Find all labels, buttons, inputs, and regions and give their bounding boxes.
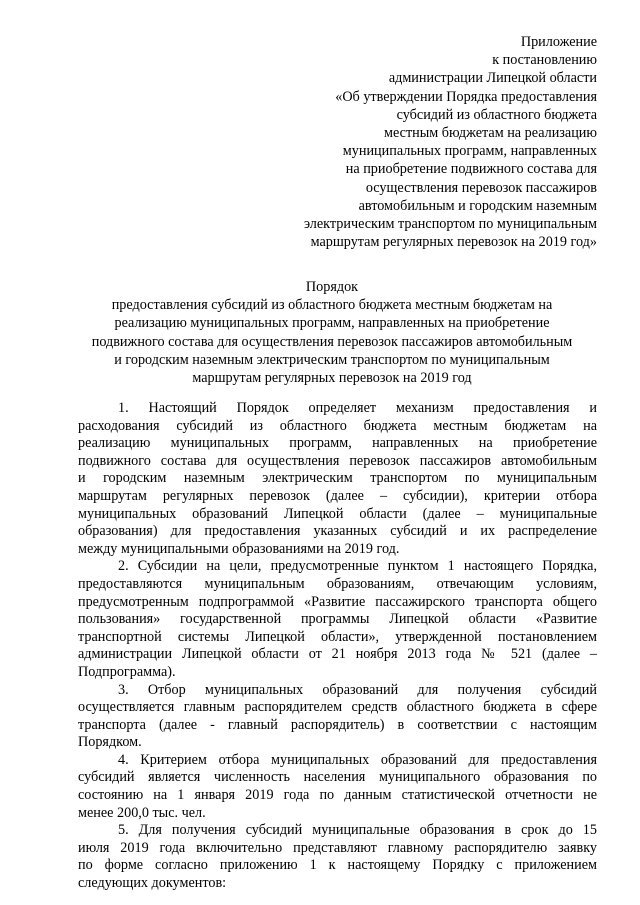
appendix-line: автомобильным и городским наземным	[358, 197, 597, 214]
appendix-line: администрации Липецкой области	[388, 70, 597, 87]
paragraph-line: реализацию муниципальных программ, направленных на приобретение	[78, 435, 597, 452]
appendix-line: осуществления перевозок пассажиров	[365, 179, 597, 196]
title-line: предоставления субсидий из областного бюджета местным бюджетам на	[111, 297, 553, 314]
appendix-line: Приложение	[520, 34, 597, 50]
appendix-header	[257, 33, 597, 251]
paragraph-line: транспорта (далее - главный распорядитель) в соответствии с настоящим	[78, 716, 597, 733]
paragraph-line: осуществляется главным распорядителем средств областного бюджета в сфере	[78, 699, 597, 716]
paragraph-5	[78, 822, 597, 892]
paragraph-line: июля 2019 года включительно представляют главному распорядителю заявку	[78, 839, 597, 856]
paragraph-1	[78, 400, 597, 558]
title-line: маршрутам регулярных перевозок на 2019 год	[192, 370, 472, 387]
document-title	[60, 278, 604, 387]
paragraph-line: Порядком.	[78, 734, 142, 751]
paragraph-line: менее 200,0 тыс. чел.	[78, 804, 206, 821]
paragraph-line: пользования» государственной программы Липецкой области «Развитие	[78, 611, 597, 628]
paragraph-line: расходования субсидий из областного бюджета местным бюджетам на	[78, 417, 597, 434]
paragraph-line: Подпрограмма).	[78, 663, 176, 680]
paragraph-line: транспортной системы Липецкой области», утвержденной постановлением	[78, 628, 597, 645]
paragraph-line: 4. Критерием отбора муниципальных образований для предоставления	[118, 751, 597, 768]
paragraph-line: предусмотренным подпрограммой «Развитие пассажирского транспорта общего	[78, 593, 597, 610]
paragraph-line: подвижного состава для осуществления перевозок пассажиров автомобильным	[78, 452, 597, 469]
appendix-line: местным бюджетам на реализацию	[384, 125, 597, 142]
paragraph-line: по форме согласно приложению 1 к настоящему Порядку с приложением	[78, 857, 597, 874]
paragraph-4	[78, 752, 597, 822]
appendix-line: электрическим транспортом по муниципальным	[303, 216, 597, 233]
title-line: реализацию муниципальных программ, направленных на приобретение	[114, 315, 550, 332]
paragraph-line: следующих документов:	[78, 875, 227, 892]
appendix-line: на приобретение подвижного состава для	[345, 161, 597, 178]
paragraph-line: администрации Липецкой области от 21 ноября 2013 года № 521 (далее –	[78, 646, 597, 663]
paragraph-line: между муниципальными образованиями на 2019 год.	[78, 540, 400, 557]
paragraph-2	[78, 558, 597, 681]
paragraph-3	[78, 682, 597, 752]
paragraph-line: 3. Отбор муниципальных образований для получения субсидий	[118, 681, 597, 698]
title-heading: Порядок	[305, 279, 359, 295]
paragraph-line: субсидий является численность населения муниципального образования по	[78, 769, 597, 786]
appendix-line: субсидий из областного бюджета	[396, 106, 597, 123]
paragraph-line: предоставляются муниципальным образованиям, отвечающим условиям,	[78, 575, 597, 592]
appendix-line: «Об утверждении Порядка предоставления	[335, 88, 597, 105]
paragraph-line: 5. Для получения субсидий муниципальные образования в срок до 15	[118, 822, 597, 839]
paragraph-line: и городским наземным электрическим транспортом по муниципальным	[78, 470, 597, 487]
appendix-line: муниципальных программ, направленных	[342, 143, 597, 160]
paragraph-line: муниципальных образований Липецкой области (далее – муниципальные	[78, 505, 597, 522]
appendix-line: маршрутам регулярных перевозок на 2019 год»	[310, 234, 597, 251]
paragraph-line: 2. Субсидии на цели, предусмотренные пунктом 1 настоящего Порядка,	[118, 558, 597, 575]
paragraph-line: 1. Настоящий Порядок определяет механизм предоставления и	[118, 400, 597, 416]
paragraph-line: маршрутам регулярных перевозок (далее – субсидии), критерии отбора	[78, 487, 597, 504]
title-line: подвижного состава для осуществления перевозок пассажиров автомобильным	[91, 333, 573, 350]
paragraph-line: состоянию на 1 января 2019 года по данным статистической отчетности не	[78, 787, 597, 804]
paragraph-line: образования) для предоставления указанных субсидий и их распределение	[78, 523, 597, 540]
appendix-line: к постановлению	[492, 52, 597, 69]
title-line: и городским наземным электрическим транспортом по муниципальным	[114, 351, 550, 368]
document-body	[78, 400, 597, 893]
